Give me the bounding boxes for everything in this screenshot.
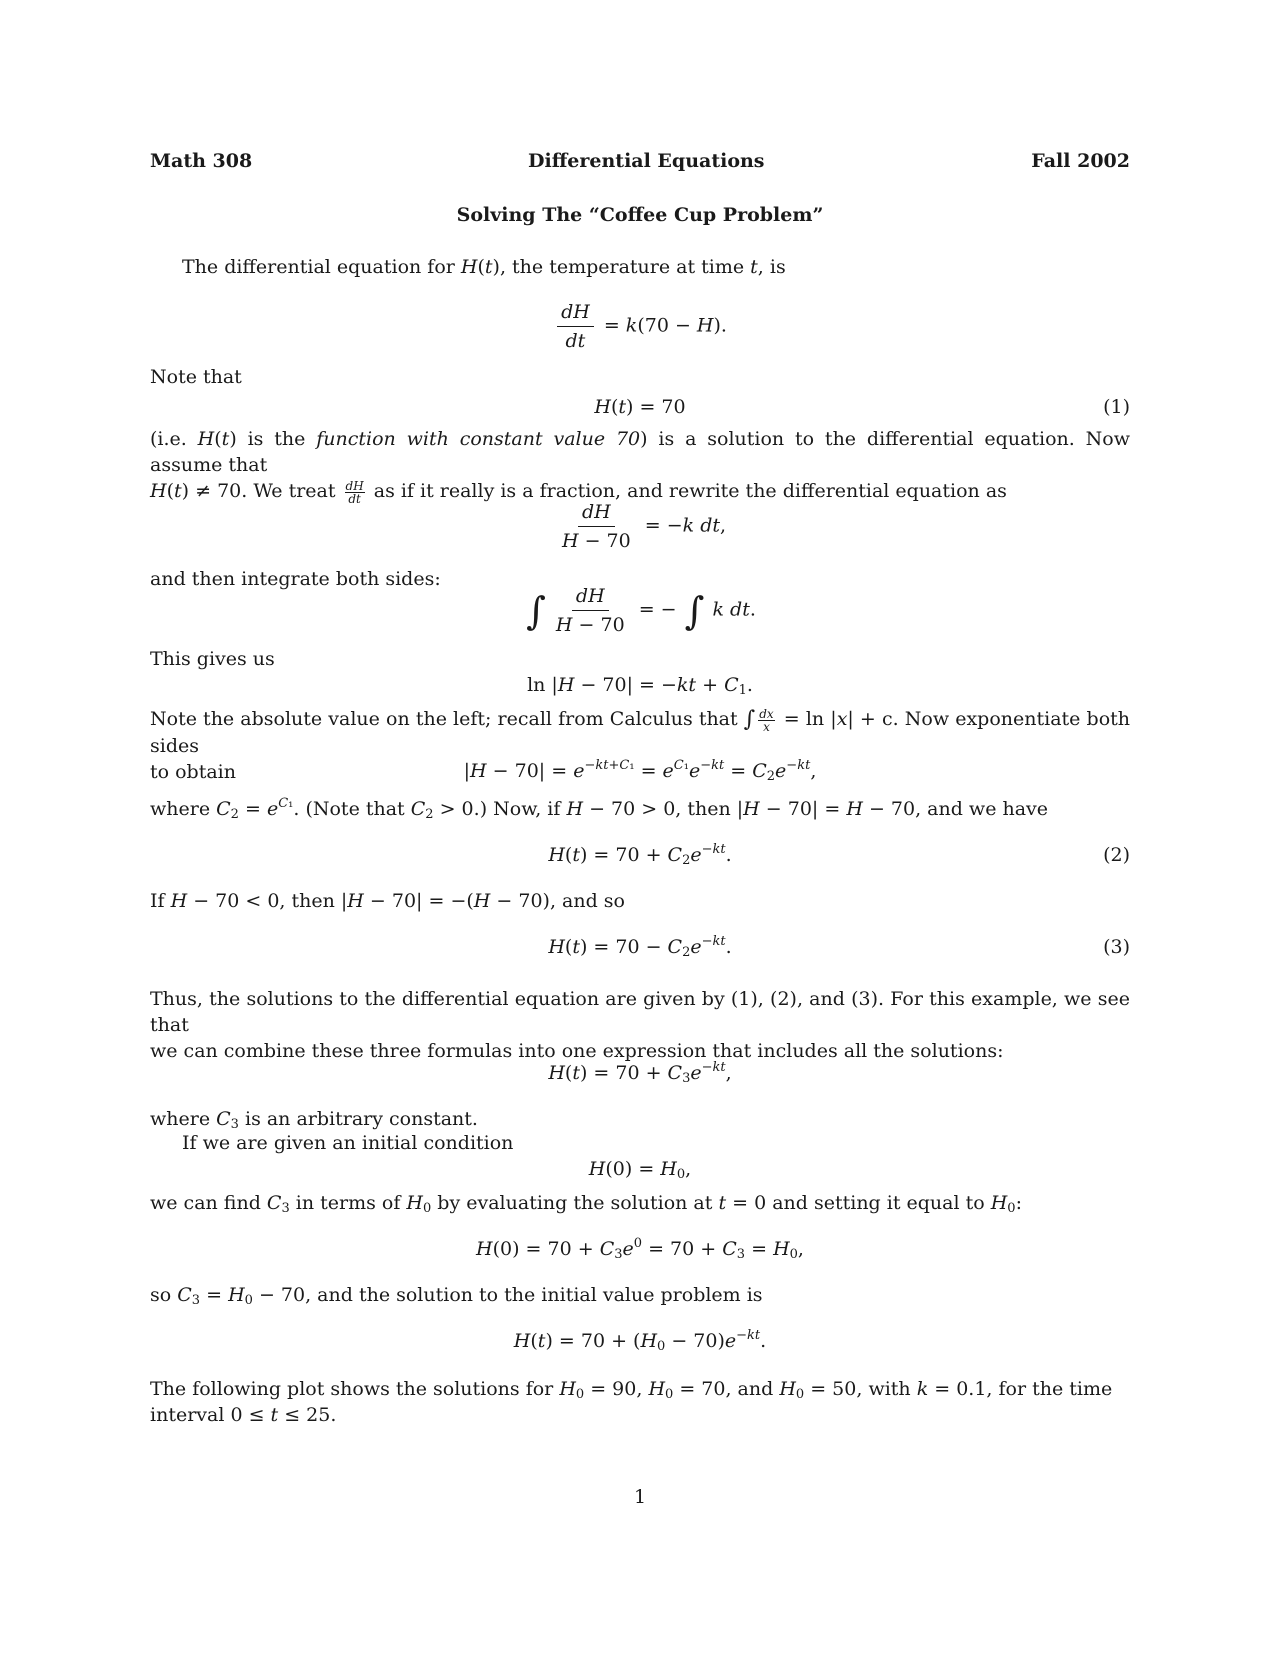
equation-2: $H(t) = 70 + C_2e^{-kt}$. <box>548 842 732 868</box>
where-c2-paragraph: where $C_2 = e^{C_1}$. (Note that $C_2 > 0$.) Now, if H − 70 > 0, then |H − 70| = H − 70, and we have <box>150 796 1049 822</box>
equation-integral: ∫ $\frac{dH}{H - 70}$ = − ∫ k dt. <box>526 585 756 636</box>
equation-1: H(t) = 70 <box>594 396 686 418</box>
equation-separated: $\frac{dH}{H - 70}$ = −k dt, <box>561 501 727 552</box>
initial-condition-label: If we are given an initial condition <box>182 1132 514 1154</box>
so-c3-paragraph: so $C_3 = H_0 - 70$, and the solution to the initial value problem is <box>150 1284 763 1308</box>
page-number: 1 <box>633 1486 647 1508</box>
header-course: Math 308 <box>150 150 253 172</box>
equation-3: $H(t) = 70 - C_2e^{-kt}$. <box>548 934 732 960</box>
note-that-label: Note that <box>150 366 242 388</box>
where-c3-paragraph: where $C_3$ is an arbitrary constant. <box>150 1108 478 1132</box>
equation-3-number: (3) <box>1103 936 1130 958</box>
equation-combined: $H(t) = 70 + C_3e^{-kt}$, <box>548 1060 732 1086</box>
gives-us-label: This gives us <box>150 648 275 670</box>
equation-log: $\ln |H - 70| = -kt + C_1$. <box>527 674 753 698</box>
combined-solution-paragraph: Thus, the solutions to the differential equation are given by (1), (2), and (3). For this example, we see that we can combine these three formulas into one expression that includes all the solutions: <box>150 988 1130 1062</box>
equation-initial-condition: $H(0) = H_0$, <box>588 1158 692 1182</box>
page-title: Solving The “Coffee Cup Problem” <box>456 204 824 226</box>
equation-1-number: (1) <box>1103 396 1130 418</box>
negative-case-paragraph: If H − 70 < 0, then |H − 70| = −(H − 70), and so <box>150 890 625 912</box>
header-term: Fall 2002 <box>1031 150 1130 172</box>
equation-exponentiated: $|H - 70| = e^{-kt+C_1} = e^{C_1}e^{-kt} = C_2e^{-kt}$, <box>463 758 817 784</box>
equation-2-number: (2) <box>1103 844 1130 866</box>
equation-evaluate: $H(0) = 70 + C_3e^0 = 70 + C_3 = H_0$, <box>476 1236 804 1262</box>
intro-paragraph: The differential equation for H(t), the temperature at time t, is <box>182 256 786 278</box>
header-subject: Differential Equations <box>528 150 765 172</box>
plot-description-paragraph: The following plot shows the solutions for $H_0 = 90$, $H_0 = 70$, and $H_0 = 50$, with k = 0.1, for the time interval 0 ≤ t ≤ 25. <box>150 1378 1113 1426</box>
equation-ivp-solution: $H(t) = 70 + (H_0 - 70)e^{-kt}$. <box>513 1328 767 1354</box>
equation-ode: $\frac{dH}{dt}$ = k(70 − H). <box>150 300 1130 353</box>
absolute-value-paragraph: Note the absolute value on the left; recall from Calculus that ∫ $\frac{dx}{x}$ = ln |x| + c. Now exponentiate both sides to obtain <box>150 706 1130 783</box>
find-c3-paragraph: we can find $C_3$ in terms of $H_0$ by evaluating the solution at t = 0 and setting it equal to $H_0$: <box>150 1192 1022 1216</box>
integrate-label: and then integrate both sides: <box>150 568 441 590</box>
constant-solution-paragraph: (i.e. H(t) is the function with constant value 70) is a solution to the differential equation. Now assume that H(t) ≠ 70. We treat $\frac{dH}{dt}$ as if it really is a fraction, and rewrite the differential equation as <box>150 428 1131 506</box>
